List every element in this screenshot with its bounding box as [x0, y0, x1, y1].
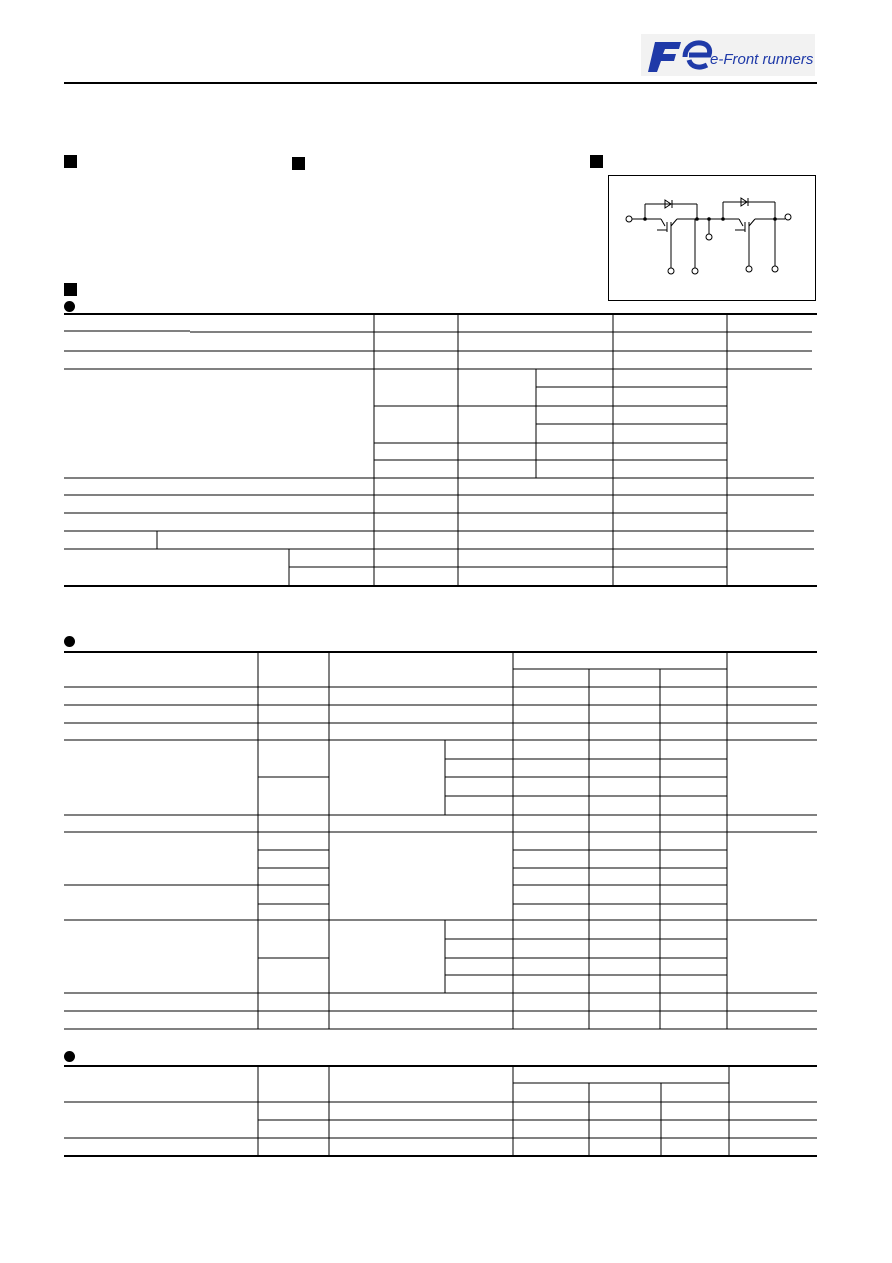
thermal-characteristics-table: [64, 1066, 817, 1156]
logo-text: e-Front runners: [710, 51, 814, 68]
ratings-table: [64, 314, 817, 586]
electrical-characteristics-table: [64, 652, 817, 1029]
